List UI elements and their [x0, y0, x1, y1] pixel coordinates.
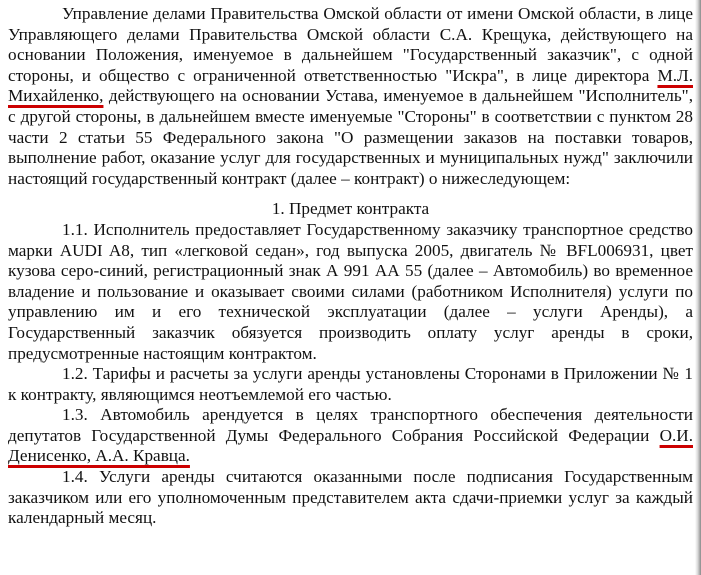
clause-1-2: 1.2. Тарифы и расчеты за услуги аренды установлены Сторонами в Приложении № 1 к контракту, являющимся неотъемлемой его частью. [8, 364, 693, 404]
contract-text [8, 4, 693, 529]
director-name-highlight: М.Л. Михайленко, [8, 65, 693, 106]
preamble-text-end: действующего на основании Устава, именуемое в дальнейшем "Исполнитель", с другой стороны, в дальнейшем вместе именуемые "Стороны" в соответствии с пунктом 28 части 2 статьи 55 Федерального закона "О размещении заказов на поставки товаров, выполнение работ, оказание услуг для государственных и муниципальных нужд" заключили настоящий государственный контракт (далее – контракт) о нижеследующем: [8, 86, 693, 188]
preamble-text-start: Управление делами Правительства Омской области от имени Омской области, в лице Управляющего делами Правительства Омской области С.А. Крещука, действующего на основании Положения, именуемое в дальнейшем "Государственный заказчик", с одной стороны, и общество с ограниченной ответственностью "Искра", в лице директора [8, 4, 693, 85]
section-heading: 1. Предмет контракта [271, 199, 430, 219]
clause-1-3 [8, 405, 693, 467]
clause-1-1: 1.1. Исполнитель предоставляет Государственному заказчику транспортное средство марки AUDI A8, тип «легковой седан», год выпуска 2005, двигатель № BFL006931, цвет кузова серо-синий, регистрационный знак А 991 АА 55 (далее – Автомобиль) во временное владение и пользование и оказывает своими силами (работником Исполнителя) услуги по управлению им и его технической эксплуатации (далее – услуги Аренды), а Государственный заказчик обязуется производить оплату услуг аренды в сроки, предусмотренные настоящим контрактом. [8, 219, 693, 363]
preamble-paragraph [8, 4, 693, 189]
clause-1-4: 1.4. Услуги аренды считаются оказанными после подписания Государственным заказчиком или его уполномоченным представителем акта сдачи-приемки услуг за каждый календарный месяц. [8, 467, 693, 528]
page-edge-shadow [695, 0, 701, 575]
deputy-names-highlight: О.И. Денисенко, А.А. Кравца. [8, 425, 693, 466]
clause-1-3-text: 1.3. Автомобиль арендуется в целях транспортного обеспечения деятельности депутатов Государственной Думы Федерального Собрания Российской Федерации [8, 405, 693, 445]
